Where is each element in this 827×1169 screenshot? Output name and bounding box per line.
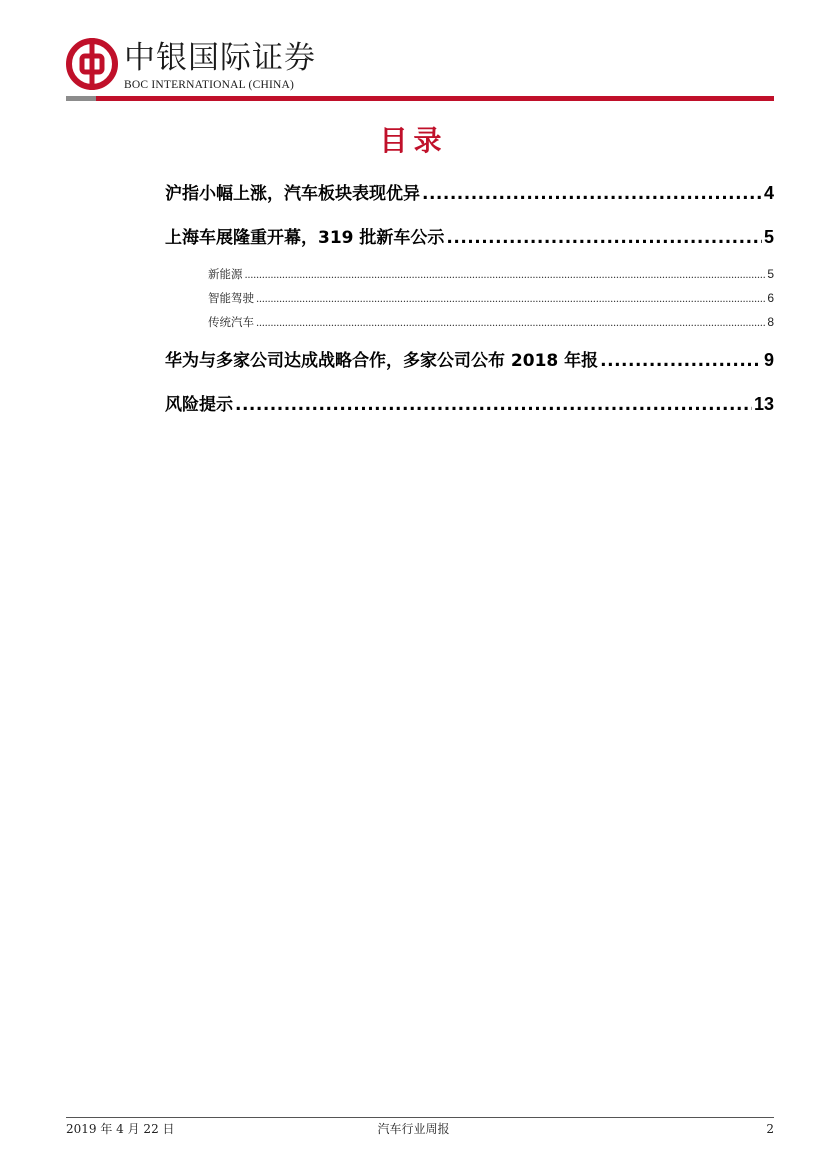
toc-subentry[interactable]	[208, 289, 774, 307]
toc-entry[interactable]	[165, 180, 774, 206]
toc-page-number: 6	[767, 291, 774, 305]
footer-rule	[66, 1117, 774, 1118]
toc-leader-dots	[256, 291, 765, 309]
toc-page-number: 4	[763, 183, 774, 203]
toc-leader-dots	[600, 348, 762, 374]
footer-date: 2019 年 4 月 22 日	[66, 1122, 175, 1136]
toc-entry[interactable]	[165, 224, 774, 250]
toc-page-number: 5	[763, 227, 774, 247]
page-header	[66, 38, 774, 104]
toc-entry-label: 沪指小幅上涨，汽车板块表现优异	[165, 184, 420, 204]
boc-logo-icon	[66, 38, 118, 90]
toc-title: 目录	[379, 124, 448, 157]
toc-leader-dots	[235, 392, 752, 418]
toc-leader-dots	[245, 267, 766, 285]
toc-entry-label: 上海车展隆重开幕，319 批新车公示	[165, 228, 445, 248]
toc-entry-label: 华为与多家公司达成战略合作，多家公司公布 2018 年报	[165, 351, 599, 371]
footer-report-name: 汽车行业周报	[377, 1122, 450, 1136]
toc-entry-label: 智能驾驶	[208, 291, 254, 305]
toc-subentry[interactable]	[208, 313, 774, 331]
toc-leader-dots	[446, 225, 762, 251]
toc-entry-label: 风险提示	[165, 395, 233, 415]
toc-entry-label: 传统汽车	[208, 315, 254, 329]
toc-entry[interactable]	[165, 347, 774, 373]
toc-leader-dots	[256, 315, 765, 333]
toc-entry-label: 新能源	[208, 267, 243, 281]
toc-entry[interactable]	[165, 391, 774, 417]
footer-page-number: 2	[766, 1122, 774, 1136]
header-rule-red	[96, 96, 774, 101]
toc-page-number: 8	[767, 315, 774, 329]
toc-page-number: 9	[763, 350, 774, 370]
toc-subentry[interactable]	[208, 265, 774, 283]
toc-page-number: 13	[753, 394, 774, 414]
header-rule-gray	[66, 96, 96, 101]
toc-page-number: 5	[767, 267, 774, 281]
brand-name-cn: 中银国际证券	[124, 40, 316, 76]
toc-leader-dots	[422, 181, 762, 207]
brand-name-en: BOC INTERNATIONAL (CHINA)	[124, 79, 295, 91]
